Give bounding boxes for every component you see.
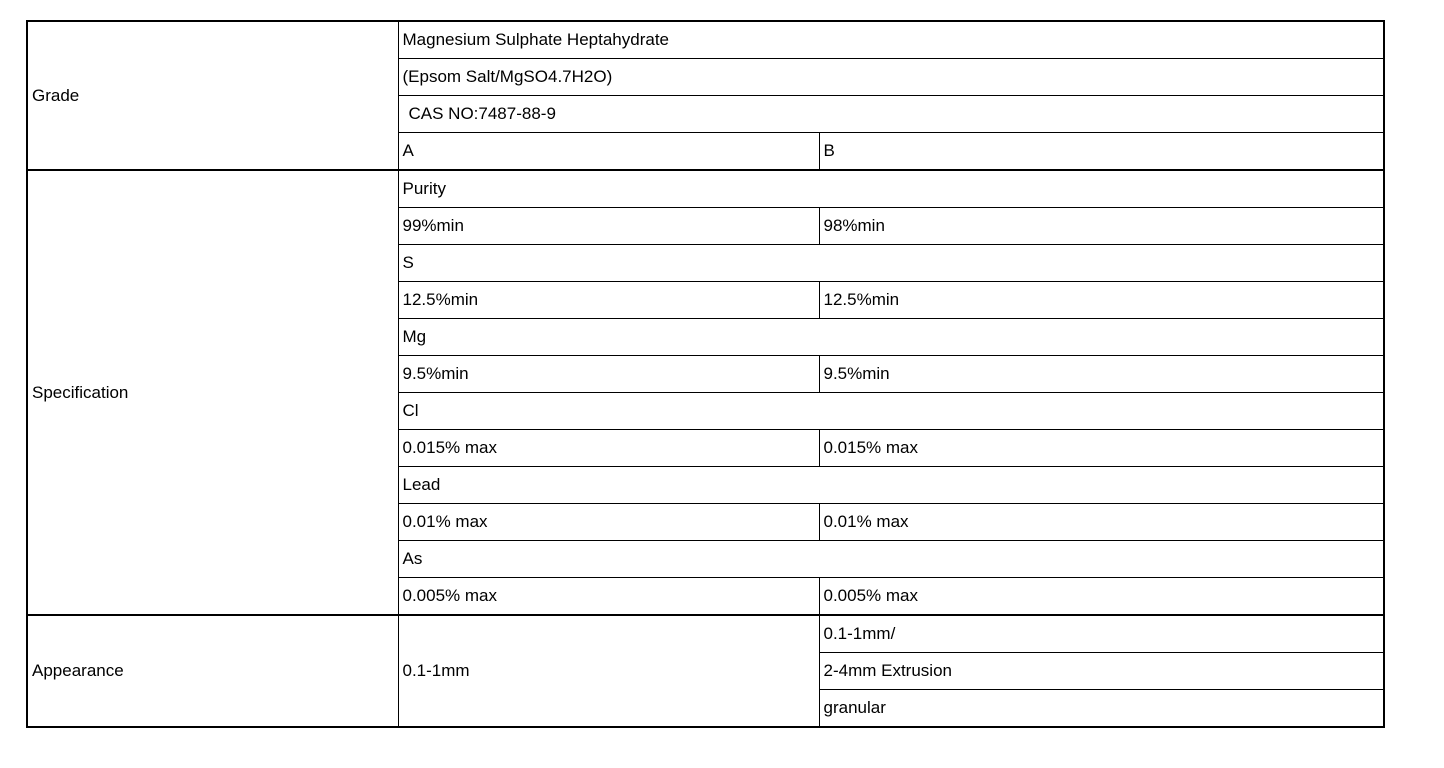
spec-item-value-b: 0.01% max [819, 504, 1384, 541]
appearance-row-1 [27, 615, 1384, 653]
appearance-label: Appearance [27, 615, 398, 727]
spec-item-name: Purity [398, 170, 1384, 208]
spec-item-value-b: 0.015% max [819, 430, 1384, 467]
spec-item-value-a: 0.005% max [398, 578, 819, 616]
grade-cas-number: CAS NO:7487-88-9 [398, 96, 1384, 133]
spec-item-value-a: 0.015% max [398, 430, 819, 467]
spec-item-value-a: 12.5%min [398, 282, 819, 319]
spec-item-value-a: 99%min [398, 208, 819, 245]
grade-column-b: B [819, 133, 1384, 171]
spec-item-name: As [398, 541, 1384, 578]
spec-item-value-b: 98%min [819, 208, 1384, 245]
spec-item-value-b: 9.5%min [819, 356, 1384, 393]
specification-table [26, 20, 1385, 728]
grade-product-name: Magnesium Sulphate Heptahydrate [398, 21, 1384, 59]
spec-item-name: Mg [398, 319, 1384, 356]
spec-item-name: S [398, 245, 1384, 282]
spec-item-value-b: 0.005% max [819, 578, 1384, 616]
spec-item-value-b: 12.5%min [819, 282, 1384, 319]
grade-column-a: A [398, 133, 819, 171]
specification-label: Specification [27, 170, 398, 615]
grade-formula: (Epsom Salt/MgSO4.7H2O) [398, 59, 1384, 96]
spec-purity-name-row [27, 170, 1384, 208]
appearance-value-b-line: granular [819, 690, 1384, 728]
spec-item-value-a: 0.01% max [398, 504, 819, 541]
grade-label: Grade [27, 21, 398, 170]
appearance-value-a: 0.1-1mm [398, 615, 819, 727]
appearance-value-b-line: 0.1-1mm/ [819, 615, 1384, 653]
grade-row [27, 21, 1384, 59]
spec-item-name: Cl [398, 393, 1384, 430]
appearance-value-b-line: 2-4mm Extrusion [819, 653, 1384, 690]
spec-item-value-a: 9.5%min [398, 356, 819, 393]
spec-item-name: Lead [398, 467, 1384, 504]
